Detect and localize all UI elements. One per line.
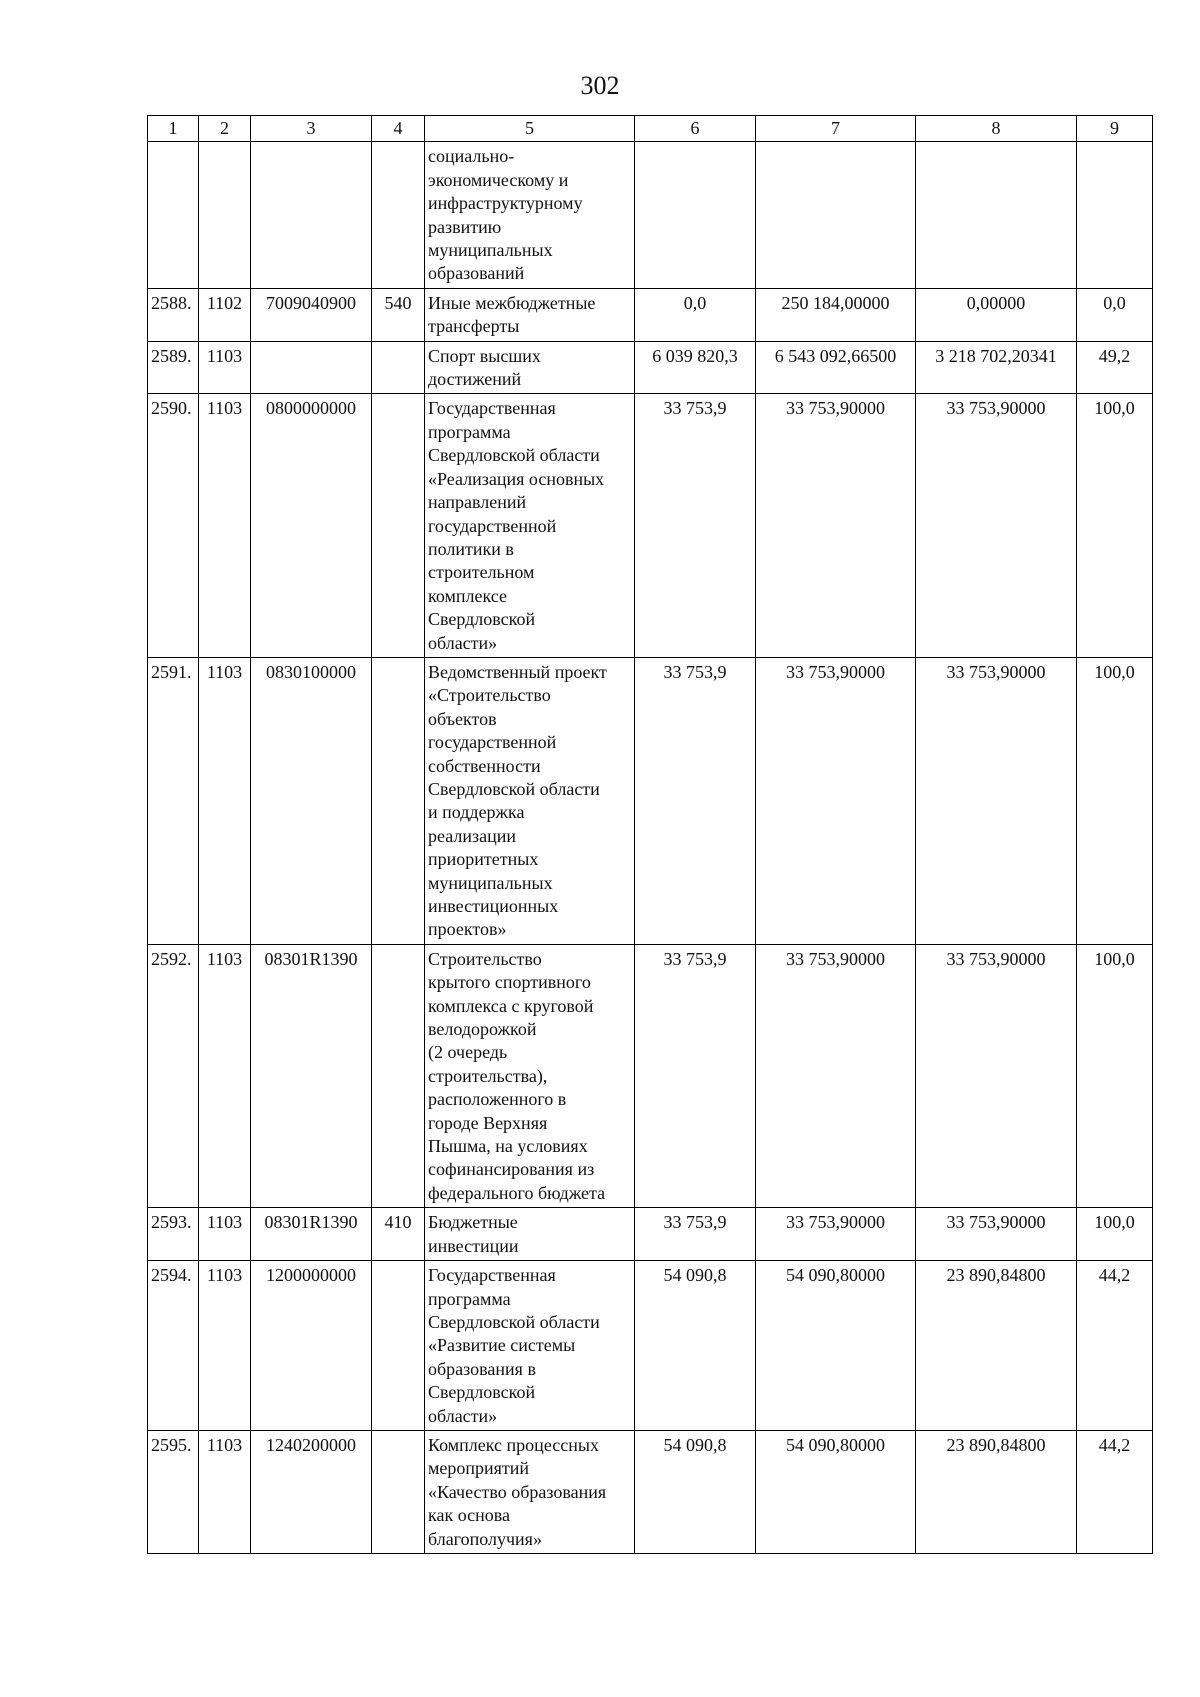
plan-approved-cell: 33 753,9 — [635, 394, 756, 657]
expense-type-cell: 410 — [372, 1208, 425, 1261]
expense-type-cell: 540 — [372, 288, 425, 341]
item-name-cell: Строительство крытого спортивного комплекса с круговой велодорожкой (2 очередь строительства), расположенного в городе Верхняя Пышма, на условиях софинансирования из федерального бюджета — [425, 944, 635, 1207]
executed-cell: 33 753,90000 — [916, 394, 1077, 657]
percent-executed-cell: 49,2 — [1077, 341, 1153, 394]
item-name-cell: Государственная программа Свердловской области «Реализация основных направлений государственной политики в строительном комплексе Свердловской области» — [425, 394, 635, 657]
column-header: 3 — [251, 116, 372, 142]
executed-cell: 23 890,84800 — [916, 1430, 1077, 1553]
plan-revised-cell: 6 543 092,66500 — [756, 341, 916, 394]
item-name-cell: Ведомственный проект «Строительство объектов государственной собственности Свердловской области и поддержка реализации приоритетных муниципальных инвестиционных проектов» — [425, 657, 635, 944]
table-row — [148, 142, 1153, 288]
column-header: 2 — [199, 116, 251, 142]
table-row — [148, 1261, 1153, 1431]
expense-type-cell — [372, 1261, 425, 1431]
column-header: 7 — [756, 116, 916, 142]
executed-cell: 33 753,90000 — [916, 1208, 1077, 1261]
plan-approved-cell: 33 753,9 — [635, 1208, 756, 1261]
table-row — [148, 341, 1153, 394]
column-header: 1 — [148, 116, 199, 142]
item-name-cell: Бюджетные инвестиции — [425, 1208, 635, 1261]
plan-approved-cell — [635, 142, 756, 288]
expense-type-cell — [372, 944, 425, 1207]
row-number-cell: 2594. — [148, 1261, 199, 1431]
expense-type-cell — [372, 394, 425, 657]
plan-approved-cell: 54 090,8 — [635, 1261, 756, 1431]
expense-type-cell — [372, 341, 425, 394]
row-number-cell: 2591. — [148, 657, 199, 944]
section-code-cell: 1103 — [199, 394, 251, 657]
target-article-cell: 1240200000 — [251, 1430, 372, 1553]
plan-revised-cell: 54 090,80000 — [756, 1430, 916, 1553]
executed-cell — [916, 142, 1077, 288]
executed-cell: 33 753,90000 — [916, 657, 1077, 944]
plan-revised-cell: 33 753,90000 — [756, 944, 916, 1207]
item-name-cell: Комплекс процессных мероприятий «Качество образования как основа благополучия» — [425, 1430, 635, 1553]
section-code-cell: 1103 — [199, 1261, 251, 1431]
table-row — [148, 1430, 1153, 1553]
section-code-cell: 1103 — [199, 657, 251, 944]
plan-approved-cell: 33 753,9 — [635, 657, 756, 944]
target-article-cell — [251, 142, 372, 288]
section-code-cell: 1102 — [199, 288, 251, 341]
plan-approved-cell: 54 090,8 — [635, 1430, 756, 1553]
target-article-cell: 08301R1390 — [251, 944, 372, 1207]
row-number-cell: 2595. — [148, 1430, 199, 1553]
percent-executed-cell: 0,0 — [1077, 288, 1153, 341]
row-number-cell: 2590. — [148, 394, 199, 657]
column-header: 4 — [372, 116, 425, 142]
budget-table — [147, 115, 1153, 1554]
item-name-cell: Спорт высших достижений — [425, 341, 635, 394]
row-number-cell: 2593. — [148, 1208, 199, 1261]
percent-executed-cell: 44,2 — [1077, 1430, 1153, 1553]
percent-executed-cell: 100,0 — [1077, 1208, 1153, 1261]
executed-cell: 33 753,90000 — [916, 944, 1077, 1207]
executed-cell: 0,00000 — [916, 288, 1077, 341]
section-code-cell: 1103 — [199, 944, 251, 1207]
executed-cell: 3 218 702,20341 — [916, 341, 1077, 394]
plan-revised-cell: 33 753,90000 — [756, 657, 916, 944]
row-number-cell: 2592. — [148, 944, 199, 1207]
table-row — [148, 394, 1153, 657]
percent-executed-cell: 100,0 — [1077, 394, 1153, 657]
plan-revised-cell — [756, 142, 916, 288]
target-article-cell — [251, 341, 372, 394]
percent-executed-cell: 100,0 — [1077, 944, 1153, 1207]
row-number-cell: 2588. — [148, 288, 199, 341]
table-row — [148, 657, 1153, 944]
column-header: 9 — [1077, 116, 1153, 142]
header-row — [148, 116, 1153, 142]
table-row — [148, 944, 1153, 1207]
percent-executed-cell: 100,0 — [1077, 657, 1153, 944]
percent-executed-cell: 44,2 — [1077, 1261, 1153, 1431]
section-code-cell: 1103 — [199, 1208, 251, 1261]
executed-cell: 23 890,84800 — [916, 1261, 1077, 1431]
table-row — [148, 288, 1153, 341]
row-number-cell — [148, 142, 199, 288]
target-article-cell: 0830100000 — [251, 657, 372, 944]
plan-approved-cell: 33 753,9 — [635, 944, 756, 1207]
table-body — [148, 142, 1153, 1554]
plan-revised-cell: 54 090,80000 — [756, 1261, 916, 1431]
table-row — [148, 1208, 1153, 1261]
row-number-cell: 2589. — [148, 341, 199, 394]
column-header: 6 — [635, 116, 756, 142]
item-name-cell: социально- экономическому и инфраструктурному развитию муниципальных образований — [425, 142, 635, 288]
plan-revised-cell: 33 753,90000 — [756, 394, 916, 657]
target-article-cell: 7009040900 — [251, 288, 372, 341]
section-code-cell — [199, 142, 251, 288]
item-name-cell: Иные межбюджетные трансферты — [425, 288, 635, 341]
column-header: 8 — [916, 116, 1077, 142]
percent-executed-cell — [1077, 142, 1153, 288]
plan-revised-cell: 250 184,00000 — [756, 288, 916, 341]
expense-type-cell — [372, 657, 425, 944]
page-number: 302 — [580, 71, 620, 100]
section-code-cell: 1103 — [199, 341, 251, 394]
target-article-cell: 08301R1390 — [251, 1208, 372, 1261]
section-code-cell: 1103 — [199, 1430, 251, 1553]
plan-approved-cell: 6 039 820,3 — [635, 341, 756, 394]
target-article-cell: 0800000000 — [251, 394, 372, 657]
expense-type-cell — [372, 1430, 425, 1553]
target-article-cell: 1200000000 — [251, 1261, 372, 1431]
column-header: 5 — [425, 116, 635, 142]
item-name-cell: Государственная программа Свердловской области «Развитие системы образования в Свердловской области» — [425, 1261, 635, 1431]
expense-type-cell — [372, 142, 425, 288]
plan-approved-cell: 0,0 — [635, 288, 756, 341]
plan-revised-cell: 33 753,90000 — [756, 1208, 916, 1261]
